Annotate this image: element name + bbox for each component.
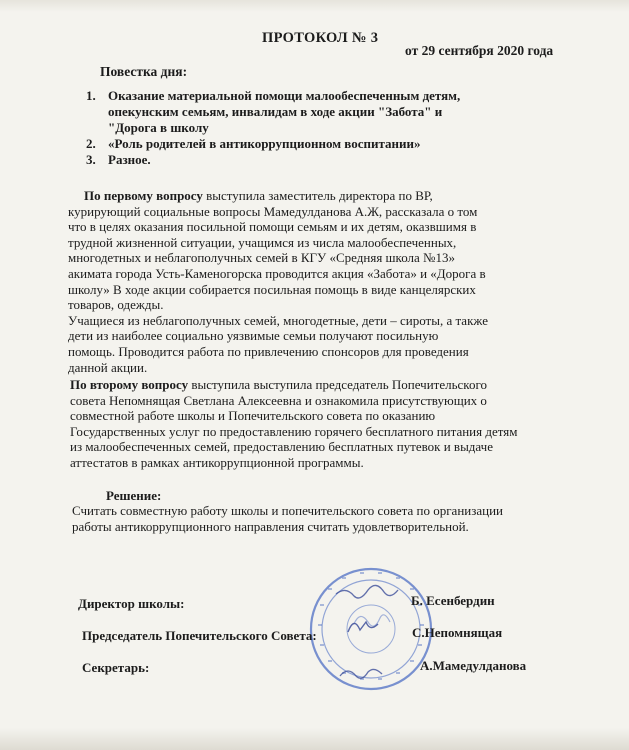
agenda-item	[86, 136, 576, 152]
paragraph-line: аттестатов в рамках антикоррупционной программы.	[70, 454, 364, 470]
second-question-paragraph	[70, 377, 600, 471]
paragraph-line: курирующий социальные вопросы Мамедулданова А.Ж, рассказала о том	[68, 203, 478, 219]
agenda-item-text: "Дорога в школу	[108, 120, 209, 135]
paragraph-line: данной акции.	[68, 359, 148, 375]
second-question-lead: По второму вопросу	[70, 377, 189, 392]
paragraph-line: выступила заместитель директора по ВР,	[202, 188, 433, 203]
document-date: от 29 сентября 2020 года	[405, 43, 554, 58]
board-chair-name: С.Непомнящая	[412, 625, 503, 640]
paragraph-line: из малообеспеченных семей, предоставлению бесплатных путевок и выдаче	[70, 439, 493, 455]
board-chair-role: Председатель Попечительского Совета:	[82, 628, 317, 643]
agenda-item-text: Оказание материальной помощи малообеспеченным детям,	[108, 88, 461, 103]
agenda-item-text: «Роль родителей в антикоррупционном воспитании»	[108, 136, 421, 151]
paragraph-line: Государственных услуг по предоставлению горячего бесплатного питания детям	[70, 423, 518, 439]
paragraph-line: выступила выступила председатель Попечительского	[188, 377, 487, 392]
secretary-name: А.Мамедулданова	[420, 658, 527, 673]
agenda-item-number: 1.	[86, 88, 96, 103]
agenda-item-number: 3.	[86, 152, 96, 167]
decision-paragraph	[72, 503, 602, 534]
agenda-list	[86, 88, 576, 168]
paragraph-line: Считать совместную работу школы и попечительского совета по организации	[72, 503, 504, 518]
document-title: ПРОТОКОЛ № 3	[262, 30, 379, 46]
paragraph-line: товаров, одежды.	[68, 297, 164, 313]
paragraph-line: работы антикоррупционного направления считать удовлетворительной.	[72, 518, 469, 534]
agenda-item	[86, 152, 576, 168]
paragraph-line: совместной работе школы и Попечительского совета по оказанию	[70, 408, 436, 424]
agenda-heading: Повестка дня:	[100, 64, 188, 79]
first-question-paragraph	[68, 188, 598, 375]
agenda-item-number: 2.	[86, 136, 96, 151]
first-question-lead: По первому вопросу	[84, 188, 203, 203]
scan-bottom-edge	[0, 728, 629, 750]
paragraph-line: школу» В ходе акции собирается посильная помощь в виде канцелярских	[68, 281, 476, 297]
paragraph-line: акимата города Усть-Каменогорска проводится акция «Забота» и «Дорога в	[68, 265, 486, 281]
decision-heading: Решение:	[106, 488, 162, 503]
agenda-item-text: опекунским семьям, инвалидам в ходе акции "Забота" и	[108, 104, 443, 119]
paragraph-line: что в целях оказания посильной помощи семьям и их детям, оказвшимя в	[68, 219, 477, 235]
paragraph-line: дети из наиболее социально уязвимые семьи получают посильную	[68, 328, 439, 344]
director-role: Директор школы:	[78, 596, 185, 611]
paragraph-line: Учащиеся из неблагополучных семей, многодетные, дети – сироты, а также	[68, 312, 488, 328]
scan-top-edge	[0, 0, 629, 12]
agenda-item-text: Разное.	[108, 152, 151, 167]
paragraph-line: трудной жизненной ситуации, учащимся из числа малообеспеченных,	[68, 234, 457, 250]
director-name: Б. Есенбердин	[411, 593, 495, 608]
paragraph-line: помощь. Проводится работа по привлечению спонсоров для проведения	[68, 343, 469, 359]
agenda-item	[86, 88, 576, 136]
paragraph-line: совета Непомнящая Светлана Алексеевна и ознакомила присутствующих о	[70, 392, 487, 408]
paragraph-line: многодетных и неблагополучных семей в КГУ «Средняя школа №13»	[68, 250, 455, 266]
secretary-role: Секретарь:	[82, 660, 150, 675]
